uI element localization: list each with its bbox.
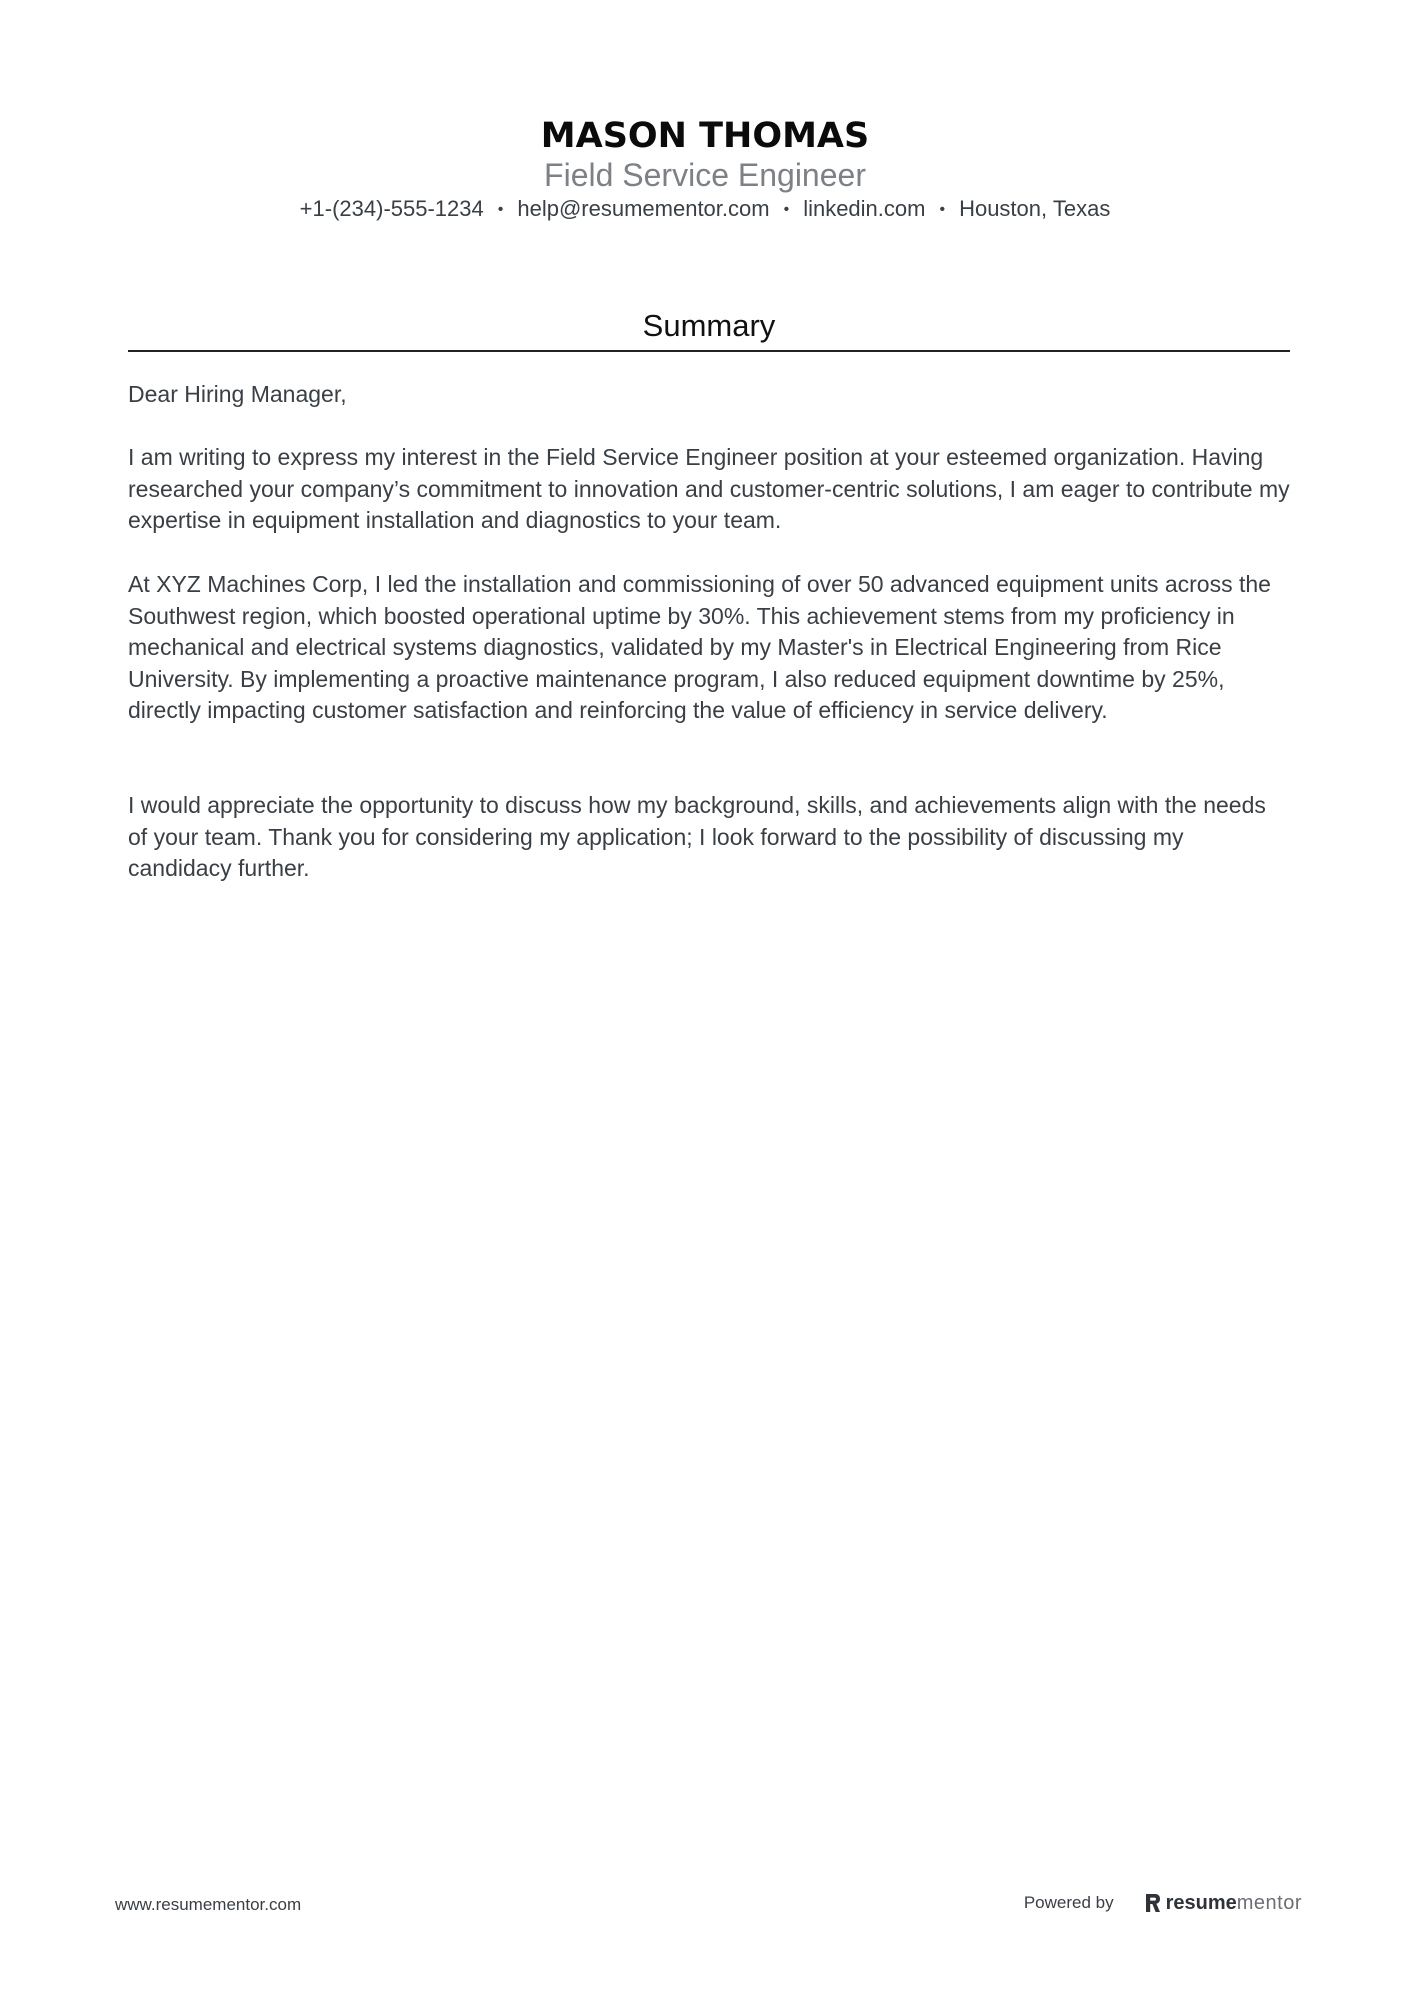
letter-paragraph-2: At XYZ Machines Corp, I led the installation and commissioning of over 50 advanced equipment units across the Southwest region, which boosted operational uptime by 30%. This achievement stems from my proficiency in mechanical and electrical systems diagnostics, validated by my Master's in Electrical Engineering from Rice University. By implementing a proactive maintenance program, I also reduced equipment downtime by 25%, directly impacting customer satisfaction and reinforcing the value of efficiency in service delivery. <box>128 571 1271 723</box>
contact-phone: +1-(234)-555-1234 <box>299 196 484 221</box>
contact-email[interactable]: help@resumementor.com <box>517 196 770 221</box>
brand-text-light: mentor <box>1236 1891 1302 1914</box>
letter-paragraph-1: I am writing to express my interest in the Field Service Engineer position at your esteemed organization. Having researched your company’s commitment to innovation and customer-centric solutions, I am eager to contribute my expertise in equipment installation and diagnostics to your team. <box>128 444 1290 533</box>
candidate-name: MASON THOMAS <box>540 116 870 156</box>
letter-salutation: Dear Hiring Manager, <box>128 381 347 407</box>
contact-line <box>0 194 1410 225</box>
section-title-summary: Summary <box>642 308 776 343</box>
resumementor-logo-icon <box>1144 1892 1162 1914</box>
candidate-role: Field Service Engineer <box>544 157 866 193</box>
contact-separator: • <box>497 201 504 218</box>
powered-by-label: Powered by <box>1023 1893 1114 1912</box>
contact-linkedin[interactable]: linkedin.com <box>803 196 926 221</box>
brand-logo[interactable] <box>1144 1892 1302 1915</box>
contact-location: Houston, Texas <box>959 196 1111 221</box>
section-divider <box>128 350 1290 352</box>
letter-paragraph-3: I would appreciate the opportunity to discuss how my background, skills, and achievements align with the needs of your team. Thank you for considering my application; I look forward to the possibility of discussing my candidacy further. <box>128 792 1266 881</box>
brand-text-bold: resume <box>1165 1891 1237 1914</box>
footer-branding <box>1024 1888 1302 1918</box>
contact-separator: • <box>939 201 946 218</box>
contact-separator: • <box>783 201 790 218</box>
footer-website-link[interactable]: www.resumementor.com <box>115 1895 302 1914</box>
